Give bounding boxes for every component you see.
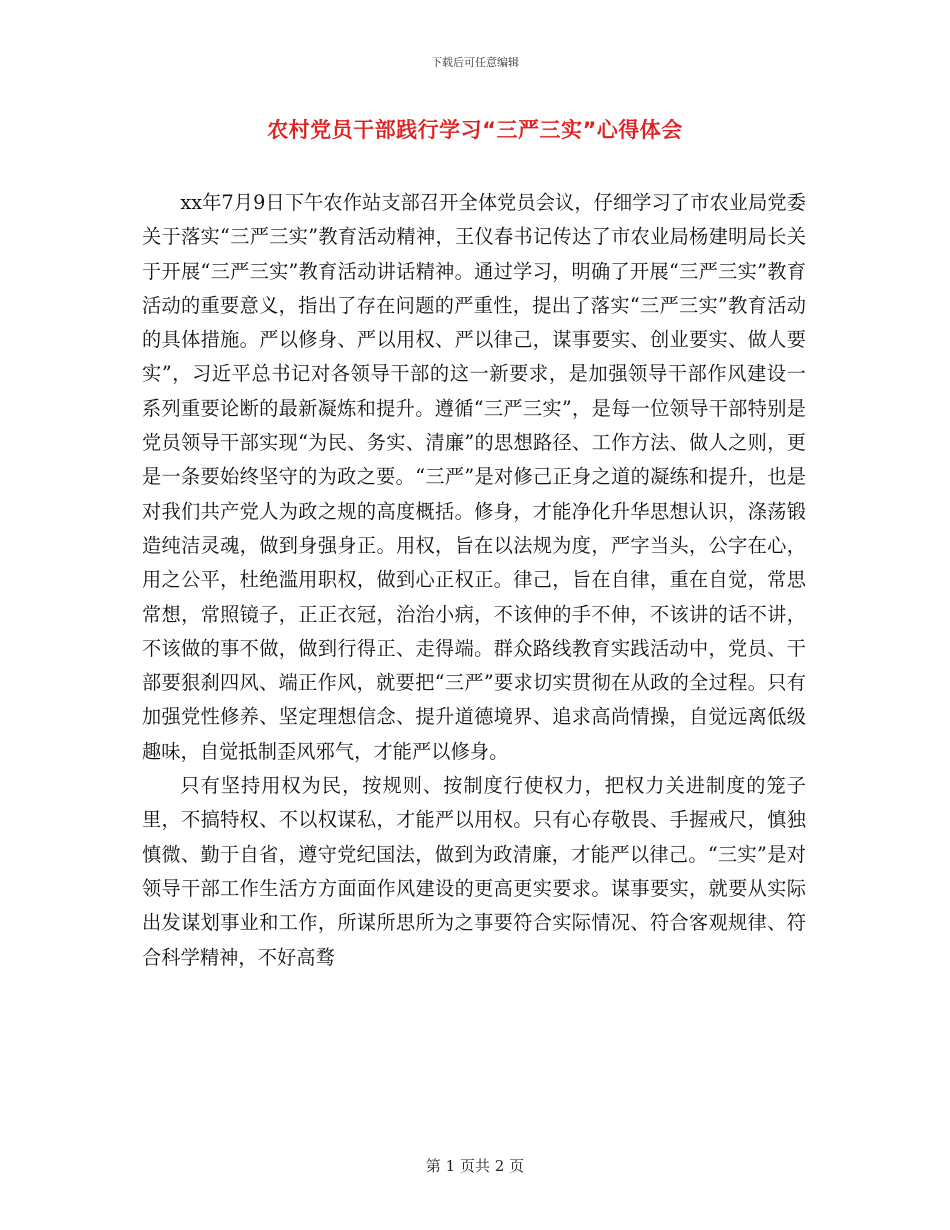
document-title: 农村党员干部践行学习“三严三实”心得体会 xyxy=(267,118,683,142)
paragraph-1: xx年7月9日下午农作站支部召开全体党员会议，仔细学习了市农业局党委关于落实“三严三实”教育活动精神，王仪春书记传达了市农业局杨建明局长关于开展“三严三实”教育活动讲话精神。通过学习，明确了开展“三严三实”教育活动的重要意义，指出了存在问题的严重性，提出了落实“三严三实”教育活动的具体措施。严以修身、严以用权、严以律己，谋事要实、创业要实、做人要实”，习近平总书记对各领导干部的这一新要求，是加强领导干部作风建设一系列重要论断的最新凝炼和提升。遵循“三严三实”，是每一位领导干部特别是党员领导干部实现“为民、务实、清廉”的思想路径、工作方法、做人之则，更是一条要始终坚守的为政之要。“三严”是对修己正身之道的凝练和提升，也是对我们共产党人为政之规的高度概括。修身，才能净化升华思想认识，涤荡锻造纯洁灵魂，做到身强身正。用权，旨在以法规为度，严字当头，公字在心，用之公平，杜绝滥用职权，做到心正权正。律己，旨在自律，重在自觉，常思常想，常照镜子，正正衣冠，治治小病，不该伸的手不伸，不该讲的话不讲，不该做的事不做，做到行得正、走得端。群众路线教育实践活动中，党员、干部要狠刹四风、端正作风，就要把“三严”要求切实贯彻在从政的全过程。只有加强党性修养、坚定理想信念、提升道德境界、追求高尚情操，自觉远离低级趣味，自觉抵制歪风邪气，才能严以修身。 xyxy=(142,191,806,763)
document-body xyxy=(142,186,806,975)
header-note: 下载后可任意编辑 xyxy=(431,56,519,69)
page-number-footer: 第 1 页共 2 页 xyxy=(425,1157,525,1175)
paragraph-2: 只有坚持用权为民，按规则、按制度行使权力，把权力关进制度的笼子里，不搞特权、不以权谋私，才能严以用权。只有心存敬畏、手握戒尺，慎独慎微、勤于自省，遵守党纪国法，做到为政清廉，才能严以律己。“三实”是对领导干部工作生活方方面面作风建设的更高更实要求。谋事要实，就要从实际出发谋划事业和工作，所谋所思所为之事要符合实际情况、符合客观规律、符合科学精神，不好高骛 xyxy=(142,774,806,969)
